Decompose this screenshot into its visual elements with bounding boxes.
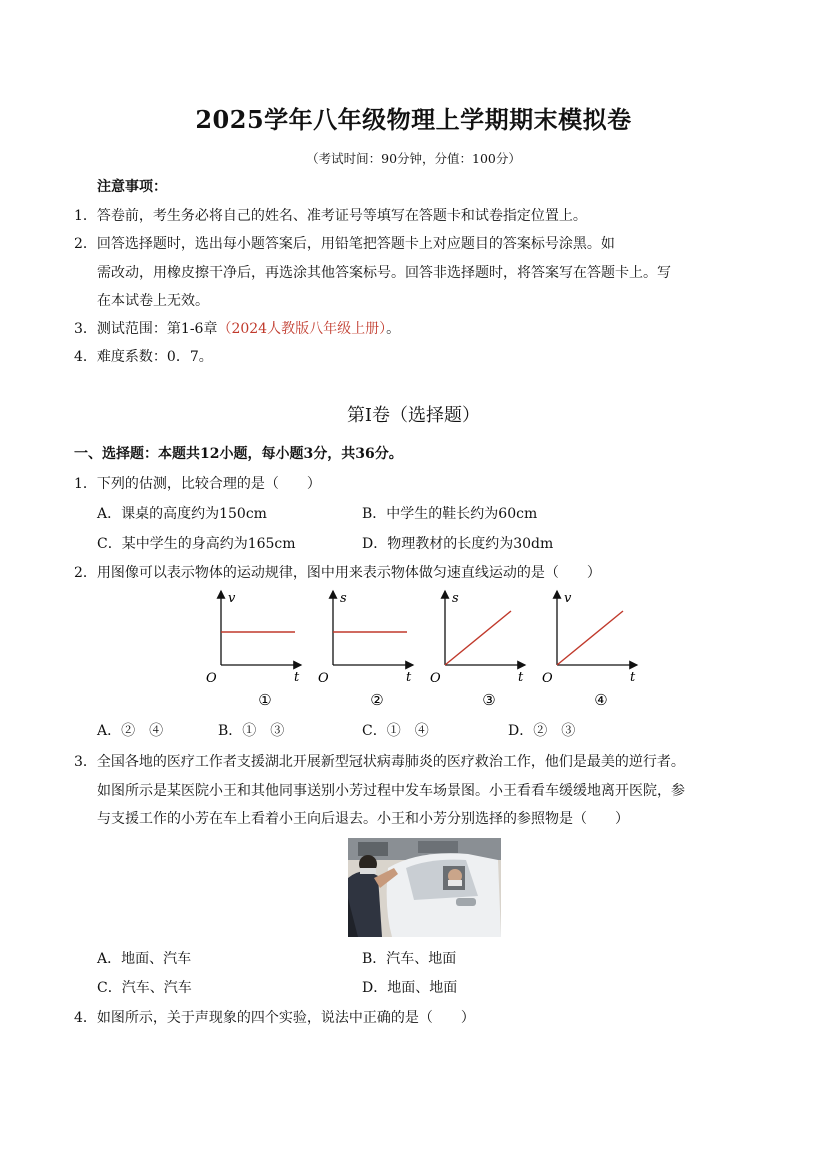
notice-heading: 注意事项： — [97, 179, 167, 195]
page-title: 2025学年八年级物理上学期期末模拟卷 — [195, 105, 632, 134]
q3-line-1: 3．全国各地的医疗工作者支援湖北开展新型冠状病毒肺炎的医疗救治工作，他们是最美的逆行者。 — [74, 754, 685, 770]
origin-label: O — [206, 671, 217, 686]
origin-label: O — [318, 671, 329, 686]
q2-option-b: B．① ③ — [218, 723, 285, 739]
x-axis-label: t — [630, 670, 636, 685]
y-axis-label: v — [228, 591, 236, 606]
q1-stem: 1．下列的估测，比较合理的是（ ） — [74, 476, 321, 492]
graph-caption: ② — [370, 691, 384, 709]
q2-option-a: A．② ④ — [97, 723, 164, 739]
graph-line-rising — [445, 611, 511, 665]
q1-option-a: A．课桌的高度约为150cm — [97, 506, 267, 522]
q3-option-b: B．汽车、地面 — [362, 951, 457, 967]
graph-caption: ① — [258, 691, 272, 709]
car-departure-photo — [348, 838, 501, 937]
x-axis-label: t — [406, 670, 412, 685]
graph-1 — [206, 591, 301, 709]
notice-item-3-scope: （2024人教版八年级上册） — [217, 321, 387, 337]
graph-caption: ③ — [482, 691, 496, 709]
q3-option-a: A．地面、汽车 — [97, 951, 192, 967]
y-axis-label: s — [340, 591, 347, 606]
graph-line-rising — [557, 611, 623, 665]
q3-option-c: C．汽车、汽车 — [97, 980, 192, 996]
x-axis-label: t — [294, 670, 300, 685]
graph-caption: ④ — [594, 691, 608, 709]
exam-info: （考试时间：90分钟，分值：100分） — [306, 151, 521, 166]
y-axis-label: s — [452, 591, 459, 606]
q3-option-d: D．地面、地面 — [362, 980, 458, 996]
q1-option-d: D．物理教材的长度约为30dm — [362, 536, 554, 552]
q1-option-c: C．某中学生的身高约为165cm — [97, 536, 296, 552]
q2-stem: 2．用图像可以表示物体的运动规律，图中用来表示物体做匀速直线运动的是（ ） — [74, 565, 601, 581]
notice-item-2-line-1: 2．回答选择题时，选出每小题答案后，用铅笔把答题卡上对应题目的答案标号涂黑。如 — [74, 236, 615, 252]
graph-3 — [430, 591, 525, 709]
notice-item-3-prefix: 3．测试范围：第1-6章 — [74, 321, 218, 337]
graph-2 — [318, 591, 413, 709]
section-title: 第Ⅰ卷（选择题） — [346, 405, 481, 426]
graph-4 — [542, 591, 637, 709]
q3-line-2: 如图所示是某医院小王和其他同事送别小芳过程中发车场景图。小王看看车缓缓地离开医院，参 — [97, 783, 685, 799]
q4-stem: 4．如图所示，关于声现象的四个实验，说法中正确的是（ ） — [74, 1010, 475, 1026]
notice-item-2-line-2: 需改动，用橡皮擦干净后，再选涂其他答案标号。回答非选择题时，将答案写在答题卡上。写 — [97, 265, 671, 281]
notice-item-4: 4．难度系数：0．7。 — [74, 349, 213, 365]
section-instruction: 一、选择题：本题共12小题，每小题3分，共36分。 — [74, 446, 403, 462]
origin-label: O — [430, 671, 441, 686]
y-axis-label: v — [564, 591, 572, 606]
q1-option-b: B．中学生的鞋长约为60cm — [362, 506, 538, 522]
notice-item-2-line-3: 在本试卷上无效。 — [97, 293, 209, 309]
q3-line-3: 与支援工作的小芳在车上看着小王向后退去。小王和小芳分别选择的参照物是（ ） — [97, 811, 629, 827]
x-axis-label: t — [518, 670, 524, 685]
notice-item-3-suffix: 。 — [386, 321, 401, 337]
motion-graphs — [195, 585, 655, 713]
q2-option-d: D．② ③ — [508, 723, 576, 739]
notice-item-3 — [74, 318, 400, 338]
origin-label: O — [542, 671, 553, 686]
q2-option-c: C．① ④ — [362, 723, 429, 739]
notice-item-1: 1．答卷前，考生务必将自己的姓名、准考证号等填写在答题卡和试卷指定位置上。 — [74, 208, 587, 224]
